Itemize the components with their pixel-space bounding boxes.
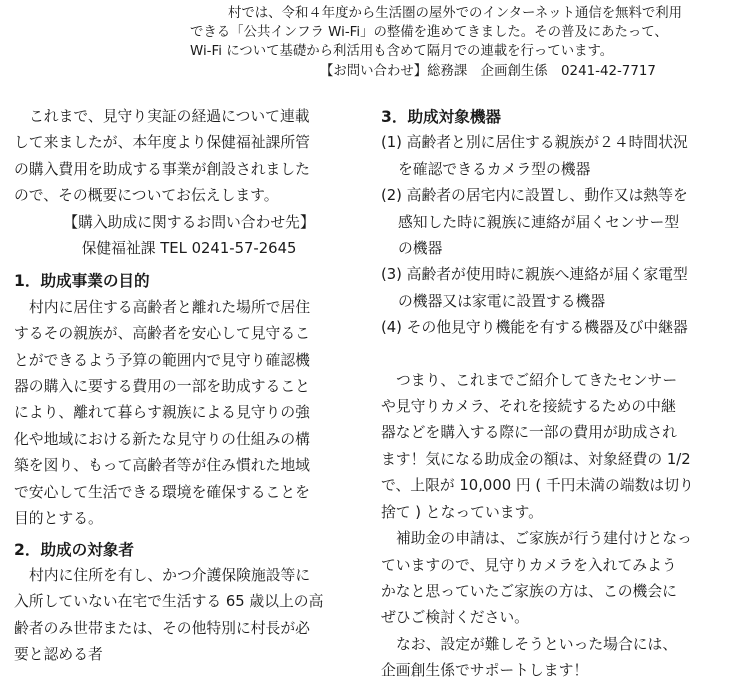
paragraph-line: 企画創生係でサポートします！ (381, 662, 589, 680)
list-item: (1) 高齢者と別に居住する親族が２４時間状況 (381, 134, 688, 152)
paragraph-line: 要と認める者 (14, 646, 103, 664)
paragraph-line: なお、設定が難しそうといった場合には、 (396, 635, 678, 653)
list-item-cont: の機器又は家電に設置する機器 (398, 292, 606, 310)
list-item-cont: を確認できるカメラ型の機器 (398, 160, 591, 178)
paragraph-line: 器の購入に要する費用の一部を助成すること (14, 378, 310, 396)
paragraph-line: 村内に住所を有し、かつ介護保険施設等に (29, 566, 311, 584)
paragraph-line: ぜひご検討ください。 (381, 609, 529, 627)
section-heading-2: 2．助成の対象者 (14, 540, 135, 559)
right-column (381, 104, 731, 685)
paragraph-line: 補助金の申請は、ご家族が行う建付けとなっ (396, 530, 692, 548)
paragraph-line: つまり、これまでご紹介してきたセンサー (396, 371, 678, 389)
paragraph-line: して来ましたが、本年度より保健福祉課所管 (14, 134, 310, 152)
intro-contact: 【お問い合わせ】総務課 企画創生係 0241-42-7717 (320, 64, 656, 79)
list-item: (3) 高齢者が使用時に親族へ連絡が届く家電型 (381, 266, 688, 284)
paragraph-line: で安心して生活できる環境を確保することを (14, 483, 310, 501)
list-item-cont: 感知した時に親族に連絡が届くセンサー型 (398, 213, 680, 231)
intro-line: 村では、令和４年度から生活圏の屋外でのインターネット通信を無料で利用 (228, 6, 683, 21)
paragraph-line: 化や地域における新たな見守りの仕組みの構 (14, 430, 310, 448)
paragraph-line: で、上限が 10,000 円 ( 千円未満の端数は切り (381, 477, 694, 495)
paragraph-line: 村内に居住する高齢者と離れた場所で居住 (29, 298, 311, 316)
paragraph-line: や見守りカメラ、それを接続するための中継 (381, 398, 676, 416)
section-heading-1: 1．助成事業の目的 (14, 272, 150, 291)
list-item: (4) その他見守り機能を有する機器及び中継器 (381, 319, 688, 337)
intro-line: Wi-Fi について基礎から利活用も含めて隔月での連載を行っています。 (190, 44, 614, 59)
paragraph-line: 築を図り、もって高齢者等が住み慣れた地域 (14, 457, 310, 475)
list-item-cont: の機器 (398, 240, 443, 258)
paragraph-line: により、離れて暮らす親族による見守りの強 (14, 404, 310, 422)
paragraph-line: かなと思っていたご家族の方は、この機会に (381, 582, 677, 600)
left-column (14, 104, 364, 669)
spacer (381, 342, 731, 368)
paragraph-line: 捨て ) となっています。 (381, 503, 543, 521)
paragraph-line: これまで、見守り実証の経過について連載 (29, 108, 310, 125)
list-item: (2) 高齢者の居宅内に設置し、動作又は熱等を (381, 187, 688, 205)
paragraph-line: 器などを購入する際に一部の費用が助成され (381, 424, 677, 442)
paragraph-line: するその親族が、高齢者を安心して見守るこ (14, 325, 310, 343)
section-heading-3: 3．助成対象機器 (381, 108, 502, 126)
intro-line: できる「公共インフラ Wi-Fi」の整備を進めてきました。その普及にあたって、 (190, 25, 668, 40)
paragraph-line: とができるよう予算の範囲内で見守り確認機 (14, 351, 310, 369)
paragraph-line: 入所していない在宅で生活する 65 歳以上の高 (14, 593, 324, 611)
paragraph-line: 目的とする。 (14, 510, 103, 528)
paragraph-line: ので、その概要についてお伝えします。 (14, 187, 279, 205)
paragraph-line: ていますので、見守りカメラを入れてみよう (381, 556, 677, 574)
paragraph-line: の購入費用を助成する事業が創設されました (14, 160, 310, 178)
contact-title: 【購入助成に関するお問い合わせ先】 (63, 213, 315, 231)
contact-line: 保健福祉課 TEL 0241-57-2645 (81, 240, 297, 258)
paragraph-line: ます！気になる助成金の額は、対象経費の 1/2 (381, 450, 691, 468)
paragraph-line: 齢者のみ世帯または、その他特別に村長が必 (14, 619, 310, 637)
